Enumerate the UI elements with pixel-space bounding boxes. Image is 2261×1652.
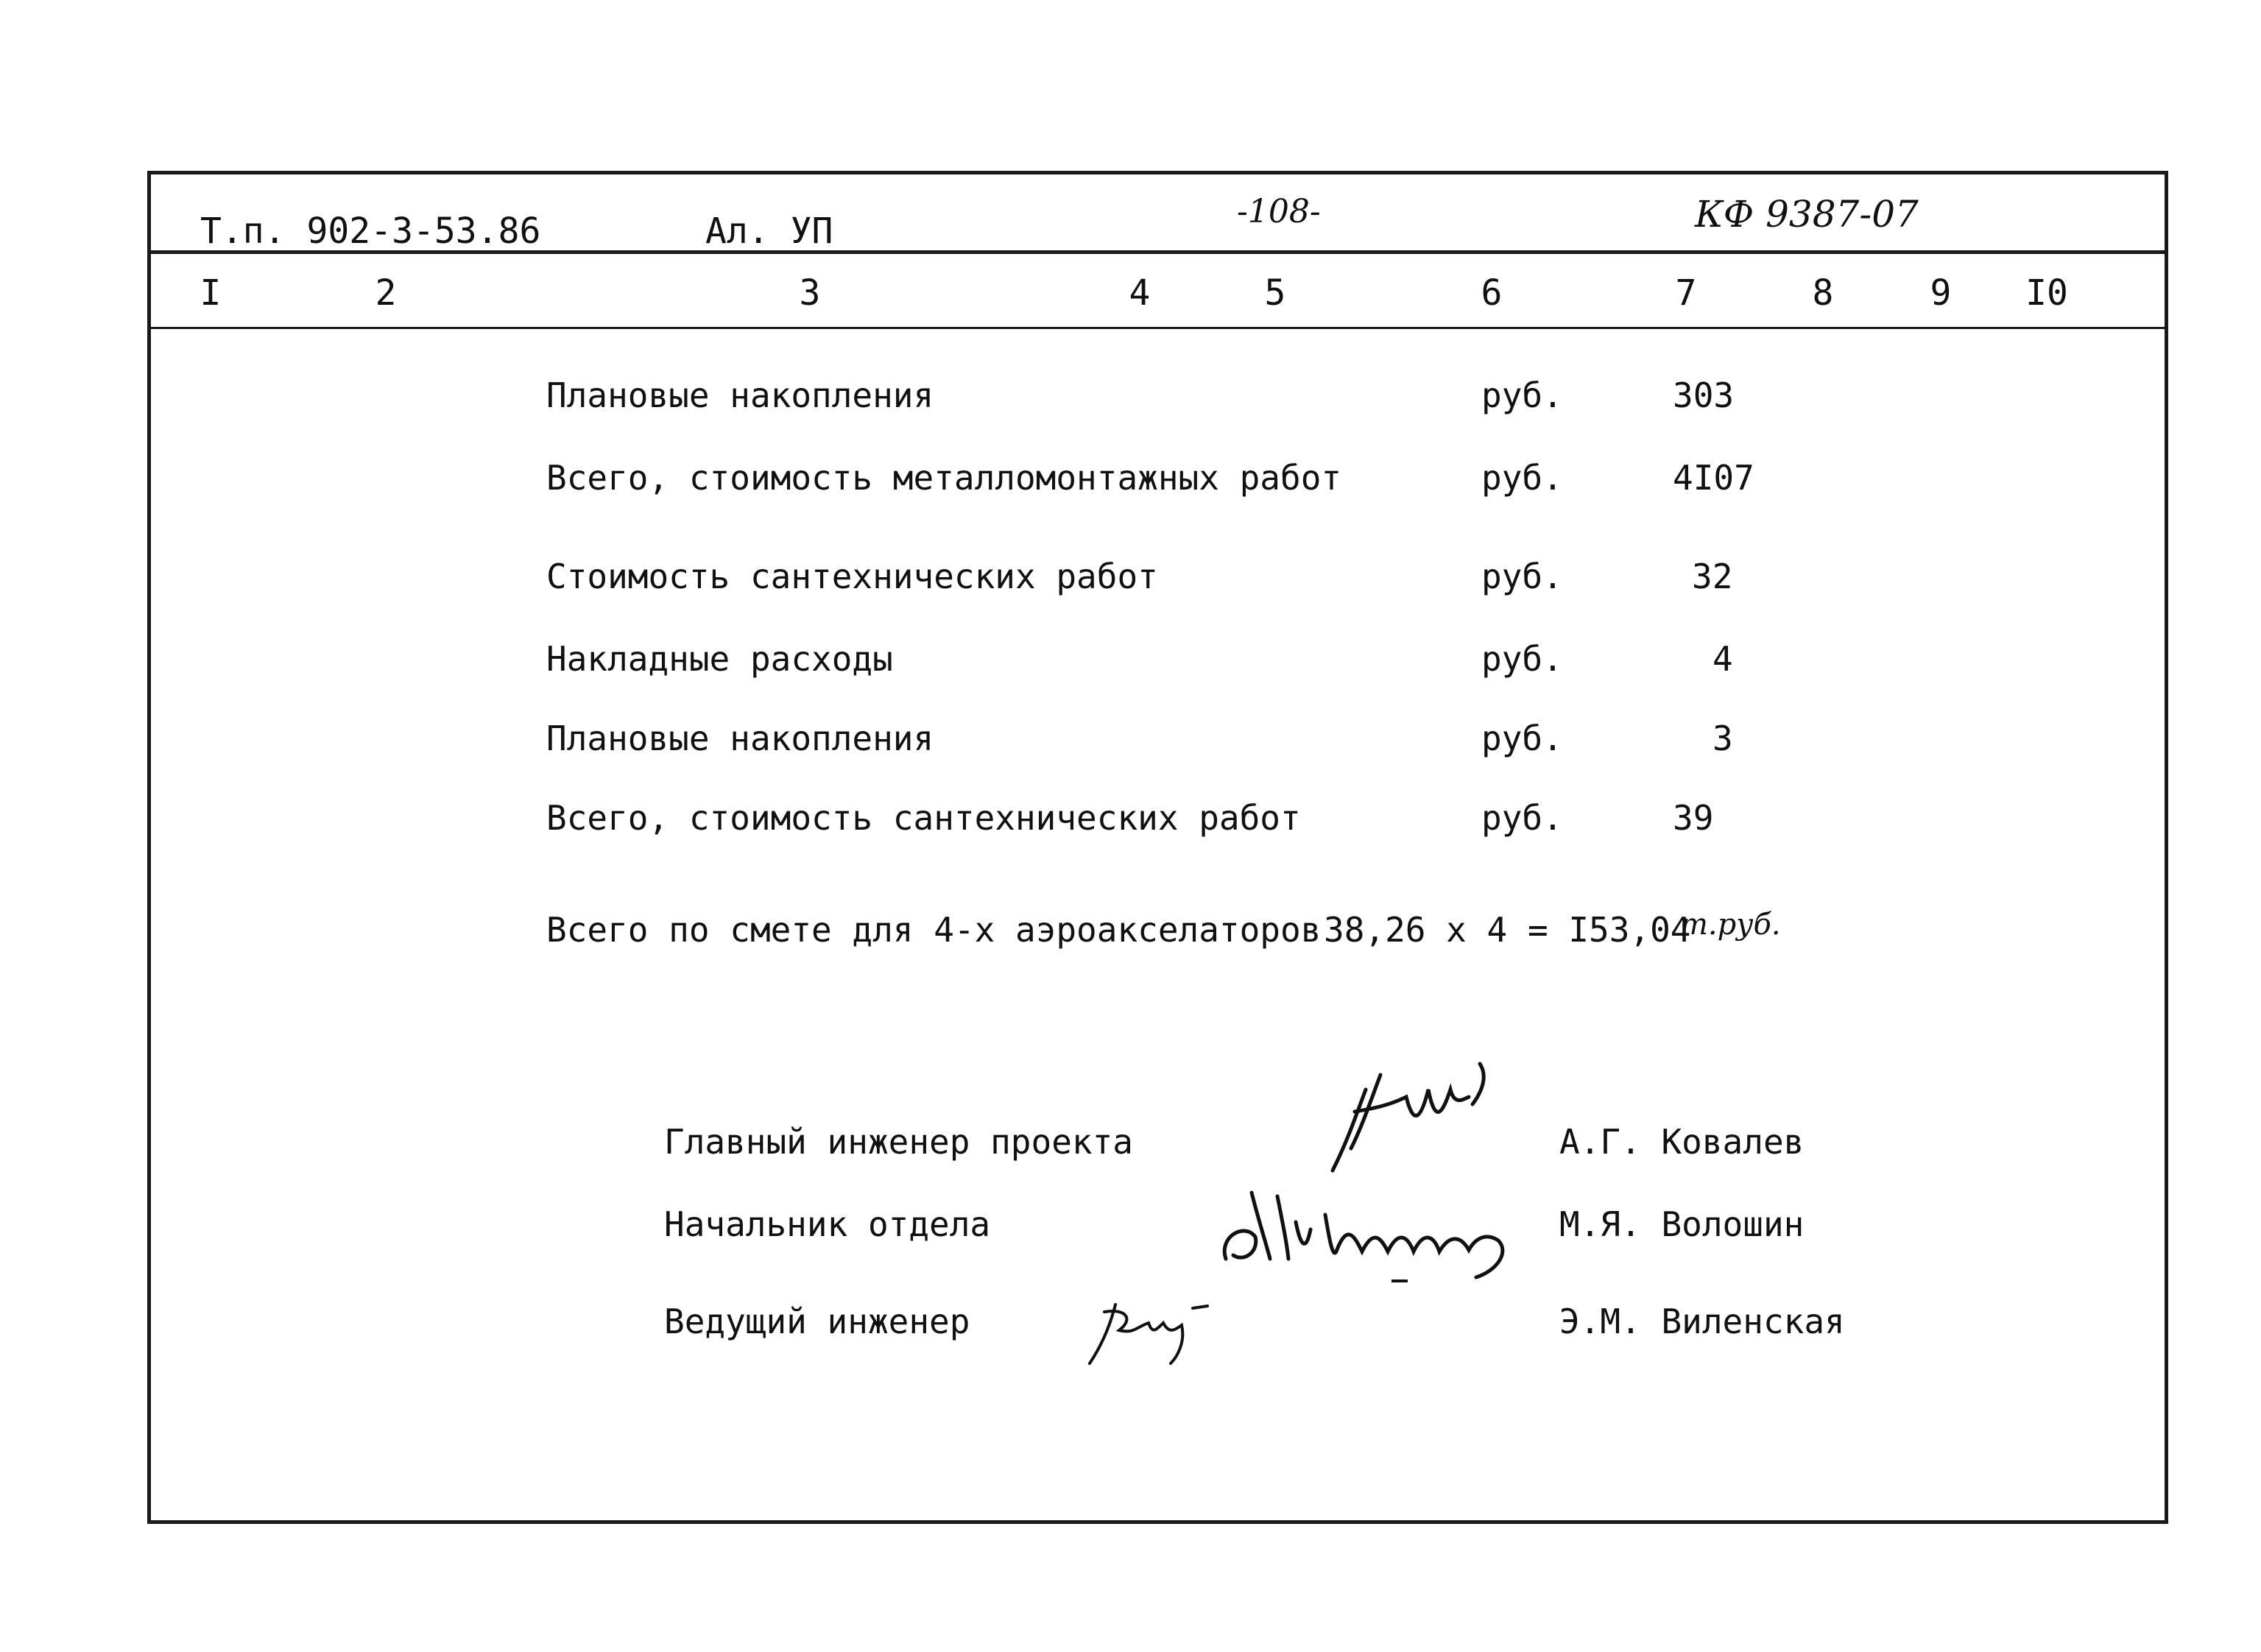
document-code: КФ 9387-07	[1695, 193, 1919, 236]
column-number: 5	[1264, 272, 1286, 314]
signature-chief-engineer	[1325, 1060, 1502, 1178]
row-unit: руб.	[1481, 798, 1563, 838]
row-value: 4I07	[1673, 458, 1754, 498]
project-code: Т.п. 902-3-53.86	[200, 211, 541, 252]
column-number: 9	[1930, 272, 1952, 314]
signature-lead-engineer	[1082, 1290, 1230, 1371]
row-value: 39	[1673, 798, 1714, 838]
column-number: 3	[799, 272, 821, 314]
row-unit: руб.	[1481, 639, 1563, 679]
signatory-name: Э.М. Виленская	[1559, 1302, 1845, 1341]
row-unit: руб.	[1481, 557, 1563, 596]
column-number: 2	[375, 272, 397, 314]
signatory-role: Ведущий инженер	[664, 1302, 970, 1341]
row-unit: руб.	[1481, 458, 1563, 498]
row-value: 32	[1692, 557, 1733, 596]
row-label: Накладные расходы	[546, 639, 893, 679]
total-label: Всего по смете для 4-х аэроакселаторов	[546, 910, 1322, 950]
row-label: Плановые накопления	[546, 375, 934, 415]
signature-department-head	[1215, 1178, 1524, 1288]
total-unit: т.руб.	[1680, 908, 1781, 942]
row-unit: руб.	[1481, 719, 1563, 758]
album-label: Ал. УП	[705, 211, 833, 252]
row-value: 303	[1673, 375, 1735, 415]
row-label: Стоимость сантехнических работ	[546, 557, 1158, 596]
row-label: Всего, стоимость сантехнических работ	[546, 798, 1301, 838]
signatory-name: М.Я. Волошин	[1559, 1204, 1805, 1244]
column-number: I	[200, 272, 222, 314]
column-number: 4	[1129, 272, 1151, 314]
page-number: -108-	[1237, 193, 1321, 230]
row-label: Плановые накопления	[546, 719, 934, 758]
column-numbers-divider	[151, 327, 2168, 329]
signatory-role: Главный инженер проекта	[664, 1122, 1133, 1162]
column-number: I0	[2025, 272, 2068, 314]
column-number: 6	[1481, 272, 1503, 314]
total-formula: 38,26 х 4 = I53,04	[1324, 910, 1691, 950]
row-value: 4	[1712, 639, 1733, 679]
row-value: 3	[1712, 719, 1733, 758]
signatory-role: Начальник отдела	[664, 1204, 991, 1244]
row-label: Всего, стоимость металломонтажных работ	[546, 458, 1342, 498]
column-number: 7	[1675, 272, 1697, 314]
row-unit: руб.	[1481, 375, 1563, 415]
signatory-name: А.Г. Ковалев	[1559, 1122, 1805, 1162]
column-number: 8	[1812, 272, 1834, 314]
